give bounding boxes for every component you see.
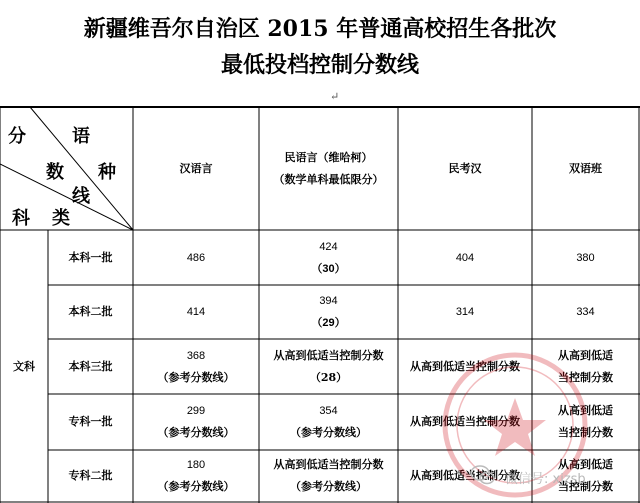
score-min: 从高到低适当控制分数 （28） <box>273 348 384 384</box>
batch-label: 专科一批 <box>68 415 113 428</box>
score-han: 180 （参考分数线） <box>157 459 235 493</box>
batch-label: 专科二批 <box>68 469 113 482</box>
watermark-text: 微信号: xjzsb <box>505 472 586 487</box>
score-shuangyu: 334 <box>576 306 595 318</box>
paragraph-mark: ↵ <box>330 90 340 103</box>
corner-label-shu: 数 <box>46 162 64 183</box>
score-minkaohan: 314 <box>455 306 475 318</box>
batch-label: 本科一批 <box>68 250 113 264</box>
corner-label-zhong: 种 <box>98 162 116 183</box>
header-shuangyu: 双语班 <box>569 161 602 175</box>
batch-label: 本科二批 <box>68 305 113 318</box>
batch-label: 本科三批 <box>68 359 113 373</box>
header-han: 汉语言 <box>179 161 213 175</box>
corner-label-fen: 分 <box>8 126 26 147</box>
corner-label-ke: 科 <box>12 208 30 229</box>
score-shuangyu: 从高到低适 当控制分数 <box>558 348 613 384</box>
score-minkaohan: 从高到低适当控制分数 <box>410 469 520 482</box>
wechat-icon <box>470 462 496 488</box>
score-han: 368 （参考分数线） <box>157 349 235 384</box>
document-title-line2: 最低投档控制分数线 <box>220 52 419 78</box>
corner-label-lei: 类 <box>52 208 70 229</box>
corner-label-xian: 线 <box>72 186 90 207</box>
score-shuangyu: 从高到低适 当控制分数 <box>558 404 613 439</box>
score-shuangyu: 380 <box>576 251 595 264</box>
score-min: 424 （30） <box>311 240 346 275</box>
score-min: 354 （参考分数线） <box>290 405 367 439</box>
score-han: 486 <box>186 251 206 264</box>
score-shuangyu: 从高到低适 当控制分数 <box>558 458 613 493</box>
score-minkaohan: 从高到低适当控制分数 <box>410 359 520 373</box>
score-minkaohan: 从高到低适当控制分数 <box>410 415 520 428</box>
header-min: 民语言（维哈柯） （数学单科最低限分） <box>273 150 384 186</box>
header-minkaohan: 民考汉 <box>448 161 482 175</box>
score-han: 299 （参考分数线） <box>157 405 235 439</box>
score-han: 414 <box>186 306 206 318</box>
document-title-line1: 新疆维吾尔自治区 2015 年普通高校招生各批次 <box>83 16 557 42</box>
score-minkaohan: 404 <box>455 251 475 264</box>
score-min: 从高到低适当控制分数 （参考分数线） <box>273 458 384 493</box>
score-min: 394 （29） <box>311 295 346 329</box>
category-label: 文科 <box>13 359 35 373</box>
corner-label-yu: 语 <box>72 126 90 147</box>
